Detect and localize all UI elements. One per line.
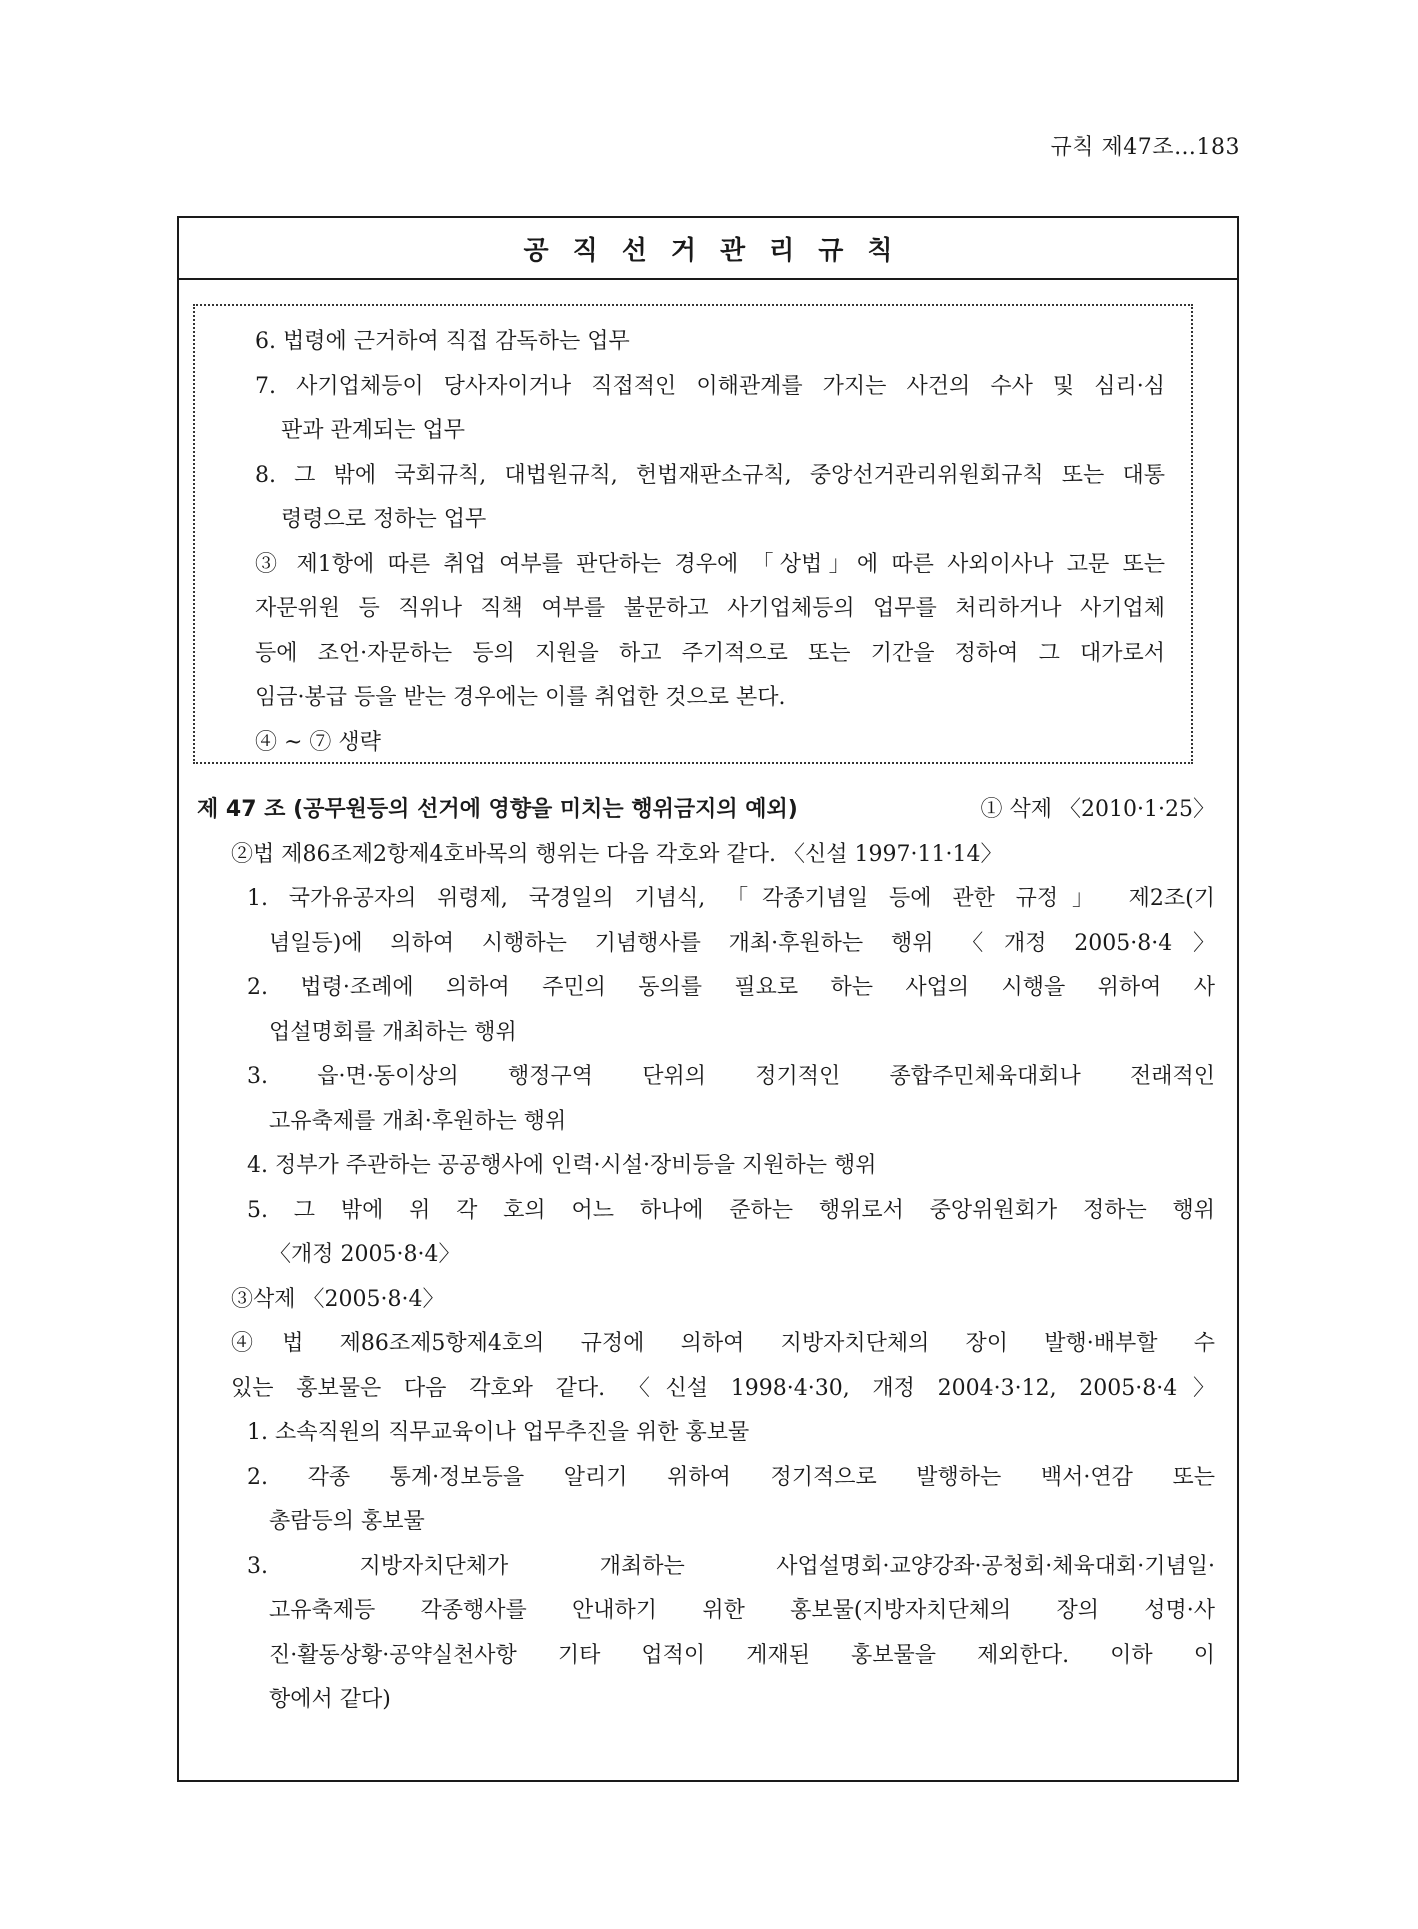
article-line: 업설명회를 개최하는 행위 xyxy=(269,1019,517,1045)
article-line: 3. 지방자치단체가 개최하는 사업설명회·교양강좌·공청회·체육대회·기념일· xyxy=(247,1553,1215,1579)
article-line: ②법 제86조제2항제4호바목의 행위는 다음 각호와 같다. 〈신설 1997·11·14〉 xyxy=(231,841,1003,867)
regulation-title: 공직선거관리규칙 xyxy=(179,218,1237,280)
quote-line: ③ 제1항에 따른 취업 여부를 판단하는 경우에 「상법」에 따른 사외이사나 고문 또는 xyxy=(255,551,1165,577)
quoted-law-box xyxy=(193,304,1193,764)
quote-line: 6. 법령에 근거하여 직접 감독하는 업무 xyxy=(255,329,630,354)
article-line: 념일등)에 의하여 시행하는 기념행사를 개최·후원하는 행위 〈개정 2005·8·4〉 xyxy=(269,930,1215,956)
article-heading-tail: ① 삭제 〈2010·1·25〉 xyxy=(980,797,1215,822)
article-47 xyxy=(197,788,1237,1723)
article-line: 있는 홍보물은 다음 각호와 같다. 〈신설 1998·4·30, 개정 2004·3·12, 2005·8·4〉 xyxy=(231,1375,1215,1401)
running-head: 규칙 제47조…183 xyxy=(1050,135,1240,160)
quote-line: 임금·봉급 등을 받는 경우에는 이를 취업한 것으로 본다. xyxy=(255,685,786,710)
quote-line: 등에 조언·자문하는 등의 지원을 하고 주기적으로 또는 기간을 정하여 그 대가로서 xyxy=(255,640,1165,666)
quote-line: 령령으로 정하는 업무 xyxy=(281,507,487,532)
article-line: 고유축제를 개최·후원하는 행위 xyxy=(269,1108,567,1134)
article-line: 4. 정부가 주관하는 공공행사에 인력·시설·장비등을 지원하는 행위 xyxy=(247,1153,877,1178)
regulation-frame xyxy=(177,216,1239,1782)
quote-line: ④ ~ ⑦ 생략 xyxy=(255,729,381,755)
article-line: 〈개정 2005·8·4〉 xyxy=(269,1242,461,1267)
article-line: 진·활동상황·공약실천사항 기타 업적이 게재된 홍보물을 제외한다. 이하 이 xyxy=(269,1642,1215,1668)
article-heading: 제 47 조 (공무원등의 선거에 영향을 미치는 행위금지의 예외) xyxy=(197,797,798,822)
quote-line: 자문위원 등 직위나 직책 여부를 불문하고 사기업체등의 업무를 처리하거나 사기업체 xyxy=(255,596,1165,621)
article-line: ③삭제 〈2005·8·4〉 xyxy=(231,1286,445,1312)
article-line: 2. 각종 통계·정보등을 알리기 위하여 정기적으로 발행하는 백서·연감 또는 xyxy=(247,1464,1215,1490)
article-line: 1. 국가유공자의 위령제, 국경일의 기념식, 「각종기념일 등에 관한 규정」 제2조(기 xyxy=(247,886,1215,911)
article-line: ④법 제86조제5항제4호의 규정에 의하여 지방자치단체의 장이 발행·배부할 수 xyxy=(231,1331,1215,1356)
article-line: 고유축제등 각종행사를 안내하기 위한 홍보물(지방자치단체의 장의 성명·사 xyxy=(269,1598,1215,1623)
quote-line: 7. 사기업체등이 당사자이거나 직접적인 이해관계를 가지는 사건의 수사 및 심리·심 xyxy=(255,373,1165,399)
quote-line: 판과 관계되는 업무 xyxy=(281,418,466,443)
article-line: 3. 읍·면·동이상의 행정구역 단위의 정기적인 종합주민체육대회나 전래적인 xyxy=(247,1064,1215,1089)
article-line: 총람등의 홍보물 xyxy=(269,1509,425,1534)
quote-line: 8. 그 밖에 국회규칙, 대법원규칙, 헌법재판소규칙, 중앙선거관리위원회규칙 또는 대통 xyxy=(255,462,1165,488)
article-line: 2. 법령·조례에 의하여 주민의 동의를 필요로 하는 사업의 시행을 위하여 사 xyxy=(247,975,1215,1000)
article-heading-row xyxy=(197,788,1237,833)
article-line: 5. 그 밖에 위 각 호의 어느 하나에 준하는 행위로서 중앙위원회가 정하는 행위 xyxy=(247,1197,1215,1223)
article-line: 항에서 같다) xyxy=(269,1687,391,1712)
article-line: 1. 소속직원의 직무교육이나 업무추진을 위한 홍보물 xyxy=(247,1420,750,1445)
